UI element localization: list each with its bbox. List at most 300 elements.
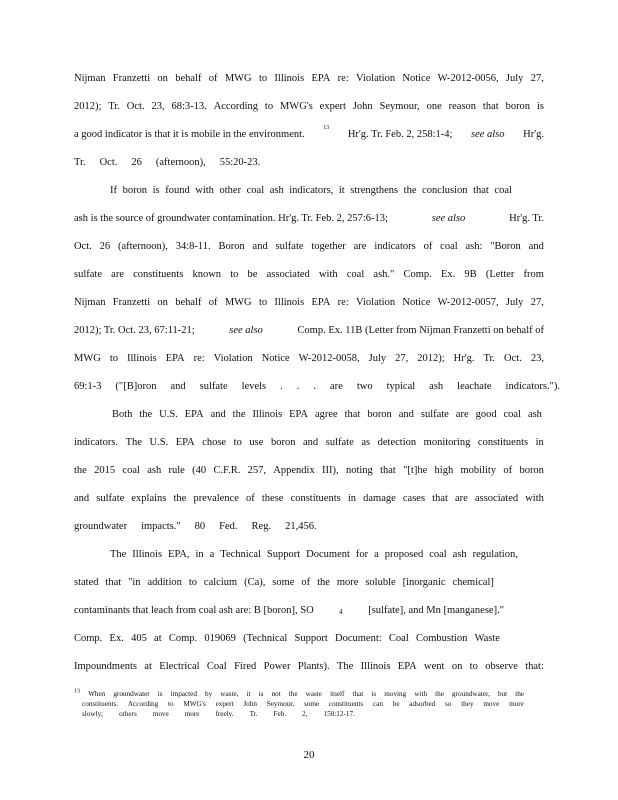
word: Impoundments — [74, 661, 137, 672]
word: behalf — [175, 297, 202, 308]
word: 68:3-13. — [171, 101, 207, 112]
word: soluble — [365, 577, 396, 588]
word: Notice — [261, 353, 290, 364]
word: Document — [306, 549, 350, 560]
word: indicators, — [289, 185, 334, 196]
word: Combustion — [415, 633, 468, 644]
footnote-word: is — [157, 690, 163, 698]
word: and — [210, 409, 226, 420]
footnote-word: waste, — [220, 690, 239, 698]
word: 257, — [247, 465, 266, 476]
word: are — [330, 381, 343, 392]
word: to — [258, 297, 268, 308]
word: a — [374, 549, 379, 560]
body-line-6: ash is the source of groundwater contamination. Hr'g. Tr. Feb. 2, 257:6-13; see also Hr'g. Tr. — [74, 213, 544, 224]
word: on — [157, 297, 168, 308]
body-line-10: 2012); Tr. Oct. 23, 67:11-21; see also Comp. Ex. 11B (Letter from Nijman Franzetti on behalf of — [74, 325, 544, 336]
word: that — [482, 101, 499, 112]
word: "Boron — [490, 241, 521, 252]
footnote-word: more — [184, 710, 200, 718]
footnote-word: so — [445, 700, 452, 708]
word: Illinois — [252, 409, 283, 420]
word: MWG — [74, 353, 101, 364]
word: of — [208, 297, 218, 308]
word: Tr. — [108, 101, 120, 112]
body-line-9 — [74, 296, 544, 309]
body-line-20: contaminants that leach from coal ash are: B [boron], SO 4 [sulfate], and Mn [manganese]." — [74, 605, 504, 616]
footnote-word: itself — [330, 690, 345, 698]
word: of — [208, 73, 218, 84]
word: 27, — [530, 73, 544, 84]
body-line-15 — [74, 464, 544, 477]
word: [inorganic — [402, 577, 446, 588]
word: of — [503, 465, 513, 476]
word: 2015 — [94, 465, 116, 476]
word: found — [165, 185, 190, 196]
word: 21,456. — [285, 521, 317, 532]
footnote-word: that — [352, 690, 364, 698]
word: constituents — [477, 437, 529, 448]
word: that — [473, 185, 489, 196]
footnote-word: by — [205, 690, 213, 698]
body-line-21 — [74, 632, 500, 645]
word: 405 — [131, 633, 147, 644]
word: are — [455, 409, 469, 420]
word: C.F.R. — [213, 465, 241, 476]
word: that — [432, 493, 448, 504]
word: chose — [202, 437, 227, 448]
word: Plants). — [297, 661, 330, 672]
word: typical — [386, 381, 416, 392]
body-line-1 — [74, 72, 544, 85]
word: ash — [527, 409, 542, 420]
footnote-word: can — [372, 700, 383, 708]
word: and — [170, 381, 186, 392]
body-line-17 — [74, 520, 544, 533]
word: stated — [74, 577, 99, 588]
word: . — [313, 381, 316, 392]
footnote-word: John — [243, 700, 257, 708]
word: EPA — [311, 73, 331, 84]
word: and — [303, 437, 319, 448]
word: the — [173, 493, 187, 504]
footnote-word: they — [461, 700, 474, 708]
word: at — [154, 633, 162, 644]
footnote-word: 150:12-17. — [323, 710, 355, 718]
word: Hr'g. — [453, 353, 475, 364]
word: in — [535, 437, 544, 448]
word: Illinois — [274, 73, 305, 84]
footnote-word: constituents — [328, 700, 364, 708]
line-3-text: a good indicator is that it is mobile in the environment. — [74, 129, 305, 140]
word: to — [233, 437, 242, 448]
word: reason — [448, 101, 477, 112]
footnote-word: others — [119, 710, 137, 718]
word: Power — [263, 661, 291, 672]
word: ash." — [373, 269, 395, 280]
word: boron — [519, 465, 544, 476]
word: 9B — [464, 269, 477, 280]
word: sulfate — [420, 409, 449, 420]
word: and — [398, 409, 414, 420]
word: Comp. — [168, 633, 198, 644]
word: re: — [337, 73, 349, 84]
word: conclusion — [422, 185, 468, 196]
word: John — [352, 101, 373, 112]
word: (Technical — [243, 633, 288, 644]
word: MWG — [224, 73, 252, 84]
word: The — [125, 437, 142, 448]
word: Ex. — [440, 269, 456, 280]
word: Notice — [402, 73, 431, 84]
word: Violation — [356, 297, 396, 308]
word: from — [523, 269, 544, 280]
word: EPA — [311, 297, 331, 308]
footnote-word: MWG's — [183, 700, 206, 708]
footnote-word: groundwater — [113, 690, 150, 698]
footnote-word: freely. — [215, 710, 234, 718]
word: sulfate — [325, 437, 354, 448]
word: in — [347, 493, 357, 504]
word: (Letter — [485, 269, 515, 280]
word: associated — [266, 269, 310, 280]
word: Oct. — [504, 353, 522, 364]
body-line-7 — [74, 240, 544, 253]
footnote-word: move — [483, 700, 500, 708]
word: are — [111, 269, 124, 280]
word: EPA — [165, 353, 185, 364]
word: be — [247, 269, 258, 280]
word: associated — [474, 493, 519, 504]
word: some — [272, 577, 295, 588]
word: use — [249, 437, 264, 448]
word: explains — [131, 493, 167, 504]
word: EPA — [397, 661, 417, 672]
footnote-ref[interactable]: 13 — [323, 125, 330, 131]
word: 26 — [99, 241, 111, 252]
word: mobility — [460, 465, 497, 476]
footnote-word: Seymour, — [266, 700, 295, 708]
word: known — [192, 269, 222, 280]
word: coal — [429, 549, 447, 560]
footnote-number: 13 — [74, 688, 80, 695]
word: chemical] — [452, 577, 494, 588]
footnote-word: it — [246, 690, 251, 698]
body-line-16 — [74, 492, 544, 505]
word: Coal — [206, 661, 227, 672]
footnote-word: is — [371, 690, 377, 698]
word: constituents — [290, 493, 341, 504]
word: together — [311, 241, 346, 252]
word: the — [232, 409, 246, 420]
word: sulfate — [74, 269, 102, 280]
word: ash — [429, 381, 444, 392]
word: Support — [266, 549, 301, 560]
word: Illinois — [132, 549, 163, 560]
word: Illinois — [126, 353, 157, 364]
word: 55:20-23. — [219, 157, 261, 168]
footnote-line-3 — [82, 710, 532, 719]
word: Franzetti — [112, 73, 151, 84]
word: indicators. — [74, 437, 119, 448]
footnote-word: the — [515, 690, 524, 698]
word: is — [152, 185, 160, 196]
word: W-2012-0056, — [437, 73, 499, 84]
word: strengthens — [350, 185, 399, 196]
word: The — [336, 661, 354, 672]
word: sulfate — [96, 493, 125, 504]
word: Fired — [234, 661, 257, 672]
word: According — [213, 101, 259, 112]
footnote-word: the — [435, 690, 444, 698]
word: with — [318, 269, 338, 280]
word: EPA — [184, 409, 204, 420]
word: Fed. — [219, 521, 238, 532]
word: damage — [363, 493, 396, 504]
word: Coal — [388, 633, 409, 644]
word: went — [424, 661, 445, 672]
word: coal — [494, 185, 512, 196]
word: 23, — [151, 101, 165, 112]
footnote-word: 2, — [302, 710, 308, 718]
footnote-word: waste — [305, 690, 322, 698]
word: impacts." — [141, 521, 181, 532]
word: Boron — [218, 241, 245, 252]
word: monitoring — [423, 437, 471, 448]
word: calcium — [203, 577, 238, 588]
word: 27, — [395, 353, 409, 364]
word: Technical — [220, 549, 261, 560]
word: on — [451, 661, 463, 672]
word: Violation — [213, 353, 253, 364]
word: the — [74, 465, 87, 476]
word: (Ca), — [244, 577, 266, 588]
footnote-word: the — [288, 690, 298, 698]
word: to — [230, 269, 239, 280]
footnote-word: Feb. — [273, 710, 287, 718]
body-line-4 — [74, 156, 544, 169]
word: If — [110, 185, 117, 196]
word: The — [110, 549, 127, 560]
word: Comp. — [403, 269, 432, 280]
word: Comp. — [74, 633, 103, 644]
word: that: — [525, 661, 544, 672]
word: Notice — [402, 297, 431, 308]
body-line-22 — [74, 660, 544, 673]
word: are — [353, 241, 367, 252]
word: rule — [168, 465, 185, 476]
word: boron — [122, 185, 148, 196]
word: observe — [485, 661, 518, 672]
footnote-word: be — [392, 700, 400, 708]
word: (afternoon), — [155, 157, 206, 168]
word: groundwater — [74, 521, 128, 532]
word: 69:1-3 — [74, 381, 102, 392]
word: Electrical — [159, 661, 200, 672]
word: two — [356, 381, 373, 392]
word: to — [258, 73, 268, 84]
footnote-word: impacted — [170, 690, 197, 698]
word: ash — [269, 185, 284, 196]
word: MWG — [224, 297, 252, 308]
word: "[t]he — [403, 465, 428, 476]
word: July — [505, 73, 524, 84]
word: 2012); — [74, 101, 102, 112]
word: 23, — [530, 353, 544, 364]
word: W-2012-0058, — [298, 353, 360, 364]
word: Nijman — [74, 297, 106, 308]
word: Tr. — [74, 157, 86, 168]
word: the — [139, 409, 153, 420]
word: U.S. — [159, 409, 178, 420]
word: 80 — [194, 521, 206, 532]
word: to — [109, 353, 118, 364]
body-line-5 — [110, 184, 512, 197]
word: coal — [503, 409, 521, 420]
footnote-word: When — [88, 690, 106, 698]
body-line-3: a good indicator is that it is mobile in the environment. 13 Hr'g. Tr. Feb. 2, 258:1-4; see also Hr'g. — [74, 125, 544, 140]
footnote-line-1 — [74, 690, 524, 699]
word: and — [252, 241, 268, 252]
word: of — [423, 241, 433, 252]
footnote-word: groundwater, — [452, 690, 490, 698]
word: 019069 — [204, 633, 236, 644]
footnote-word: but — [497, 690, 508, 698]
word: sulfate — [275, 241, 304, 252]
footnote-word: some — [303, 700, 320, 708]
word: is — [536, 101, 544, 112]
word: MWG's — [279, 101, 313, 112]
word: coal — [122, 465, 140, 476]
word: Oct. — [74, 241, 92, 252]
word: levels — [241, 381, 267, 392]
word: it — [338, 185, 345, 196]
footnote-word: with — [414, 690, 428, 698]
word: indicators — [374, 241, 416, 252]
body-line-13 — [112, 408, 542, 421]
word: and — [74, 493, 90, 504]
word: Illinois — [274, 297, 305, 308]
word: other — [219, 185, 242, 196]
page-number: 20 — [303, 749, 315, 761]
word: sulfate — [199, 381, 228, 392]
word: of — [246, 493, 255, 504]
word: 34:8-11. — [175, 241, 211, 252]
word: at — [144, 661, 152, 672]
word: these — [261, 493, 284, 504]
word: Violation — [356, 73, 396, 84]
word: Oct. — [99, 157, 118, 168]
word: that — [105, 577, 122, 588]
word: with — [525, 493, 544, 504]
word: the — [403, 185, 417, 196]
word: noting — [345, 465, 373, 476]
word: U.S. — [149, 437, 169, 448]
body-line-2 — [74, 100, 544, 113]
word: ash: — [465, 241, 483, 252]
word: on — [157, 73, 168, 84]
word: addition — [147, 577, 182, 588]
word: Reg. — [251, 521, 272, 532]
footnote-word: not — [271, 690, 281, 698]
footnote-word: moving — [384, 690, 407, 698]
word: Document: — [335, 633, 382, 644]
word: behalf — [175, 73, 202, 84]
word: to — [188, 577, 197, 588]
word: one — [426, 101, 442, 112]
word: Waste — [474, 633, 500, 644]
word: Nijman — [74, 73, 106, 84]
word: re: — [193, 353, 205, 364]
body-line-19 — [74, 576, 494, 589]
word: Support — [294, 633, 328, 644]
word: Franzetti — [112, 297, 151, 308]
word: ash — [452, 549, 467, 560]
body-line-11 — [74, 352, 544, 365]
word: "in — [128, 577, 141, 588]
word: good — [475, 409, 497, 420]
word: detection — [377, 437, 417, 448]
footnote-word: constituents. — [82, 700, 119, 708]
word: EPA — [289, 409, 309, 420]
body-line-14 — [74, 436, 544, 449]
word: . — [296, 381, 300, 392]
word: for — [355, 549, 369, 560]
word: high — [434, 465, 454, 476]
word: prevalence — [193, 493, 239, 504]
body-line-18 — [110, 548, 518, 561]
word: 26 — [131, 157, 142, 168]
word: a — [209, 549, 215, 560]
word: leachate — [457, 381, 492, 392]
footnote-word: more — [509, 700, 524, 708]
word: W-2012-0057, — [437, 297, 499, 308]
word: are — [455, 493, 468, 504]
body-line-8 — [74, 268, 544, 281]
word: EPA, — [168, 549, 190, 560]
word: ("[B]oron — [115, 381, 157, 392]
word: constituents — [133, 269, 184, 280]
word: July — [505, 297, 524, 308]
word: Appendix — [273, 465, 315, 476]
word: as — [361, 437, 371, 448]
footnote-word: expert — [215, 700, 234, 708]
word: agree — [314, 409, 338, 420]
word: that — [344, 409, 361, 420]
word: boron — [367, 409, 392, 420]
word: proposed — [384, 549, 424, 560]
word: Both — [112, 409, 133, 420]
word: boron — [270, 437, 296, 448]
word: boron — [505, 101, 531, 112]
word: to — [469, 661, 478, 672]
word: July — [368, 353, 387, 364]
body-line-12 — [74, 380, 560, 393]
word: . — [280, 381, 283, 392]
footnote-word: move — [152, 710, 169, 718]
word: in — [195, 549, 204, 560]
footnote-line-2 — [82, 700, 524, 709]
word: to — [264, 101, 274, 112]
word: (40 — [192, 465, 207, 476]
word: ash — [147, 465, 162, 476]
word: EPA — [175, 437, 195, 448]
footnote-word: According — [127, 700, 159, 708]
word: Oct. — [126, 101, 145, 112]
word: re: — [337, 297, 349, 308]
word: III), — [322, 465, 339, 476]
word: coal — [346, 269, 365, 280]
